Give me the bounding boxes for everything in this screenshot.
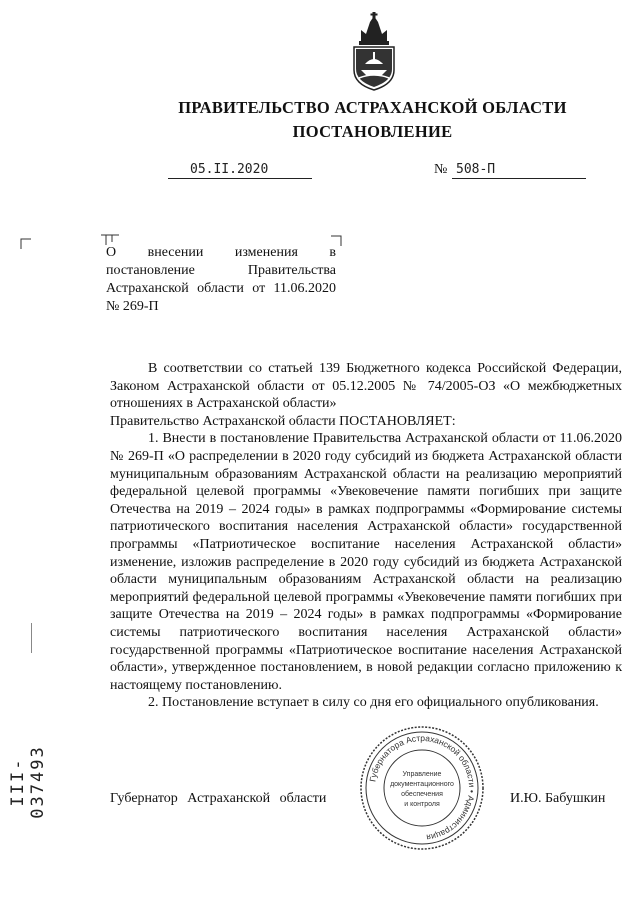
official-seal-icon <box>358 724 486 852</box>
document-body <box>110 360 622 712</box>
number-sign: № <box>434 162 448 177</box>
number-line <box>452 162 586 179</box>
document-number: 508-П <box>456 162 496 177</box>
preamble: В соответствии со статьей 139 Бюджетного кодекса Российской Федерации, Законом Астраханской области от 05.12.2005 № 74/2005-ОЗ «О межбюджетных отношениях в Астраханской области» <box>110 361 622 412</box>
resolution-clause: Правительство Астраханской области ПОСТАНОВЛЯЕТ: <box>110 413 456 429</box>
seal-line-4: и контроля <box>404 801 440 808</box>
item-2: 2. Постановление вступает в силу со дня его официального опубликования. <box>148 695 599 711</box>
seal-line-1: Управление <box>402 771 442 778</box>
governor-position: Губернатор Астраханской области <box>110 791 327 806</box>
governor-name: И.Ю. Бабушкин <box>510 791 606 806</box>
date-line <box>168 162 312 179</box>
margin-serial-number: III-037493 <box>8 745 48 819</box>
seal-outer-text: Губернатора Астраханской области • Администрация <box>367 732 478 843</box>
item-1: 1. Внести в постановление Правительства Астраханской области от 11.06.2020 № 269-П «О распределении в 2020 году субсидий из бюджета Астраханской области муниципальным образованиям Астраханской области на реализацию мероприятий федеральной целевой программы «Увековечение памяти погибших при защите Отечества на 2019 – 2024 годы» в рамках подпрограммы «Формирование системы патриотического воспитания населения Астраханской области» государственной программы «Патриотическое воспитание населения Астраханской области» изменение, изложив распределение в 2020 году субсидий из бюджета Астраханской области муниципальным образованиям Астраханской области на реализацию мероприятий федеральной целевой программы «Увековечение памяти погибших при защите Отечества на 2019 – 2024 годы» в рамках подпрограммы «Формирование системы патриотического воспитания населения Астраханской области» государственной программы «Патриотическое воспитание населения Астраханской области», утвержденное постановлением, в новой редакции согласно приложению к настоящему постановлению. <box>110 431 622 693</box>
document-date: 05.II.2020 <box>190 162 269 177</box>
government-title: ПРАВИТЕЛЬСТВО АСТРАХАНСКОЙ ОБЛАСТИ <box>178 98 567 117</box>
seal-line-3: обеспечения <box>401 791 443 798</box>
corner-mark-left <box>20 238 32 250</box>
seal-line-2: документационного <box>390 781 454 788</box>
document-type-title: ПОСТАНОВЛЕНИЕ <box>292 122 453 141</box>
document-subject: О внесении изменения в постановление Правительства Астраханской области от 11.06.2020 № 269-П <box>106 245 336 314</box>
margin-tick <box>31 623 32 653</box>
coat-of-arms-icon <box>349 12 399 92</box>
